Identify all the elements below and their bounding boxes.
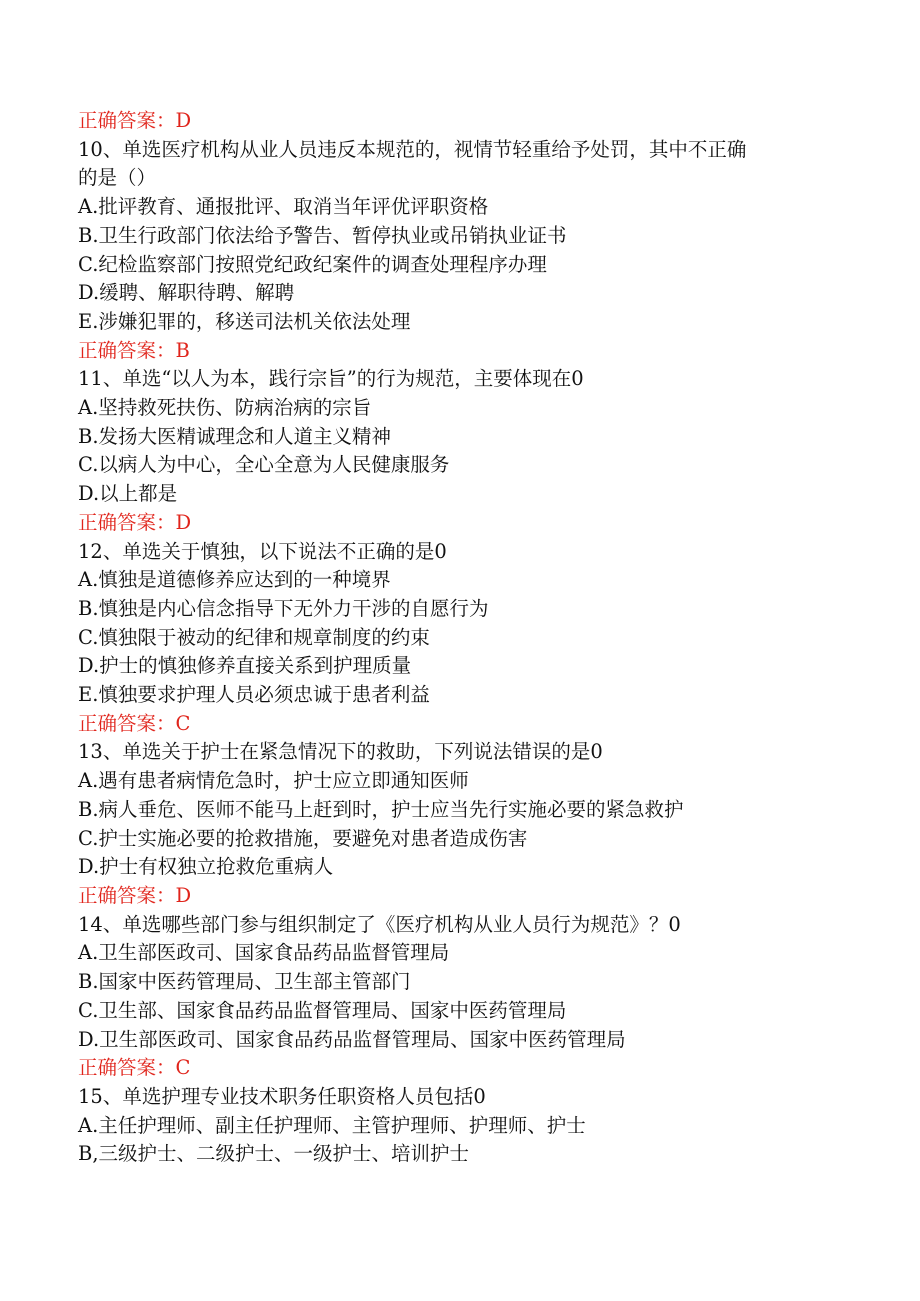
document-page bbox=[78, 107, 838, 1169]
option-line: D.以上都是 bbox=[78, 482, 178, 506]
option-line: C.纪检监察部门按照党纪政纪案件的调查处理程序办理 bbox=[78, 252, 547, 276]
option-line: A.卫生部医政司、国家食品药品监督管理局 bbox=[78, 941, 450, 965]
answer-line: 正确答案：C bbox=[78, 1056, 191, 1080]
question-line: 14、单选哪些部门参与组织制定了《医疗机构从业人员行为规范》？0 bbox=[78, 912, 681, 936]
option-line: E.慎独要求护理人员必须忠诚于患者利益 bbox=[78, 683, 430, 707]
question-line: 15、单选护理专业技术职务任职资格人员包括0 bbox=[78, 1084, 486, 1108]
question-line: 10、单选医疗机构从业人员违反本规范的，视情节轻重给予处罚，其中不正确 bbox=[78, 137, 747, 161]
option-line: A.批评教育、通报批评、取消当年评优评职资格 bbox=[78, 195, 489, 219]
answer-line: 正确答案：C bbox=[78, 711, 191, 735]
option-line: C.护士实施必要的抢救措施，要避免对患者造成伤害 bbox=[78, 826, 528, 850]
option-line: B.国家中医药管理局、卫生部主管部门 bbox=[78, 970, 411, 994]
option-line: D.卫生部医政司、国家食品药品监督管理局、国家中医药管理局 bbox=[78, 1027, 626, 1051]
answer-line: 正确答案：D bbox=[78, 883, 192, 907]
option-line: A.慎独是道德修养应达到的一种境界 bbox=[78, 568, 391, 592]
option-line: C.卫生部、国家食品药品监督管理局、国家中医药管理局 bbox=[78, 998, 567, 1022]
option-line: C.慎独限于被动的纪律和规章制度的约束 bbox=[78, 625, 430, 649]
option-line: B,三级护士、二级护士、一级护士、培训护士 bbox=[78, 1142, 470, 1166]
option-line: A.坚持救死扶伤、防病治病的宗旨 bbox=[78, 396, 372, 420]
option-line: C.以病人为中心，全心全意为人民健康服务 bbox=[78, 453, 450, 477]
option-line: A.遇有患者病情危急时，护士应立即通知医师 bbox=[78, 769, 469, 793]
answer-line: 正确答案：D bbox=[78, 109, 192, 132]
answer-line: 正确答案：B bbox=[78, 338, 190, 362]
answer-line: 正确答案：D bbox=[78, 510, 192, 534]
option-line: B.发扬大医精诚理念和人道主义精神 bbox=[78, 424, 392, 448]
option-line: D.缓聘、解职待聘、解聘 bbox=[78, 281, 295, 305]
question-line: 13、单选关于护士在紧急情况下的救助，下列说法错误的是0 bbox=[78, 740, 603, 764]
option-line: A.主任护理师、副主任护理师、主管护理师、护理师、护士 bbox=[78, 1113, 586, 1137]
question-line: 12、单选关于慎独，以下说法不正确的是0 bbox=[78, 539, 447, 563]
option-line: E.涉嫌犯罪的，移送司法机关依法处理 bbox=[78, 309, 411, 333]
option-line: B.卫生行政部门依法给予警告、暂停执业或吊销执业证书 bbox=[78, 223, 567, 247]
question-line: 11、单选“以人为本，践行宗旨”的行为规范，主要体现在0 bbox=[78, 367, 584, 391]
option-line: B.病人垂危、医师不能马上赶到时，护士应当先行实施必要的紧急救护 bbox=[78, 797, 684, 821]
question-line-continuation: 的是（） bbox=[78, 166, 157, 190]
option-line: B.慎独是内心信念指导下无外力干涉的自愿行为 bbox=[78, 596, 489, 620]
option-line: D.护士有权独立抢救危重病人 bbox=[78, 855, 334, 879]
option-line: D.护士的慎独修养直接关系到护理质量 bbox=[78, 654, 412, 678]
